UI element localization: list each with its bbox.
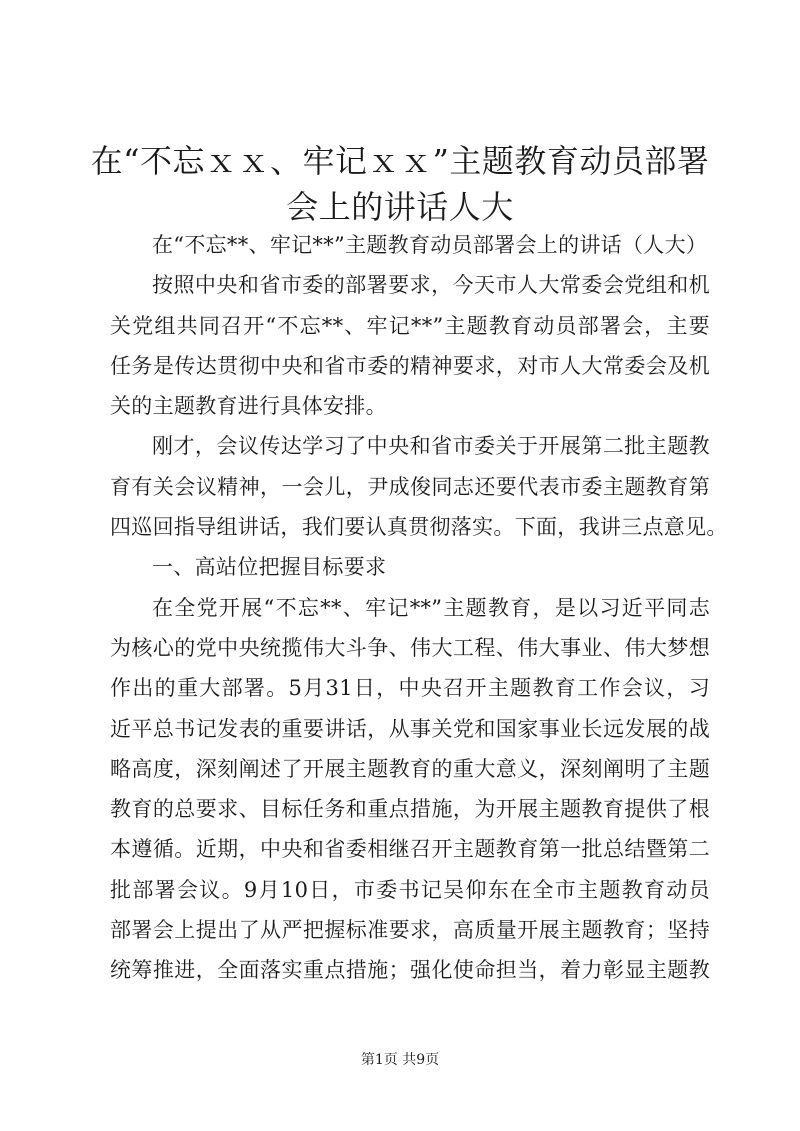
text-line: 育有关会议精神，一会儿，尹成俊同志还要代表市委主题教育第 <box>110 474 710 499</box>
text-line: 在全党开展“不忘**、牢记**”主题教育，是以习近平同志 <box>152 595 710 620</box>
text-line: 略高度，深刻阐述了开展主题教育的重大意义，深刻阐明了主题 <box>110 756 710 781</box>
text-line: 教育的总要求、目标任务和重点措施，为开展主题教育提供了根 <box>110 797 710 822</box>
document-title-line-2: 会上的讲话人大 <box>286 188 514 226</box>
paragraph <box>110 225 710 265</box>
text-line: 任务是传达贯彻中央和省市委的精神要求，对市人大常委会及机 <box>110 353 710 378</box>
text-line: 一、高站位把握目标要求 <box>152 555 387 580</box>
text-line: 近平总书记发表的重要讲话，从事关党和国家事业长远发展的战 <box>110 716 710 741</box>
paragraph <box>110 265 710 426</box>
text-line: 统筹推进，全面落实重点措施；强化使命担当，着力彰显主题教 <box>110 958 710 983</box>
text-line: 刚才，会议传达学习了中央和省市委关于开展第二批主题教 <box>152 434 710 459</box>
paragraph <box>110 588 710 991</box>
text-line: 为核心的党中央统揽伟大斗争、伟大工程、伟大事业、伟大梦想 <box>110 635 710 660</box>
text-line: 部署会上提出了从严把握标准要求，高质量开展主题教育；坚持 <box>110 918 710 943</box>
document-title-line-1: 在“不忘ｘｘ、牢记ｘｘ”主题教育动员部署 <box>90 142 710 180</box>
paragraph <box>110 547 710 587</box>
text-line: 四巡回指导组讲话，我们要认真贯彻落实。下面，我讲三点意见。 <box>110 515 728 540</box>
text-line: 在“不忘**、牢记**”主题教育动员部署会上的讲话（人大） <box>152 233 708 257</box>
text-line: 按照中央和省市委的部署要求，今天市人大常委会党组和机 <box>152 273 710 298</box>
text-line: 批部署会议。9月10日，市委书记吴仰东在全市主题教育动员 <box>110 877 710 902</box>
document-body <box>110 225 728 991</box>
text-line: 本遵循。近期，中央和省委相继召开主题教育第一批总结暨第二 <box>110 837 710 862</box>
text-line: 关的主题教育进行具体安排。 <box>110 394 387 419</box>
page-footer: 第1页 共9页 <box>360 1052 440 1068</box>
text-line: 关党组共同召开“不忘**、牢记**”主题教育动员部署会，主要 <box>110 313 710 338</box>
text-line: 作出的重大部署。5月31日，中央召开主题教育工作会议，习 <box>110 676 710 701</box>
paragraph <box>110 426 728 547</box>
